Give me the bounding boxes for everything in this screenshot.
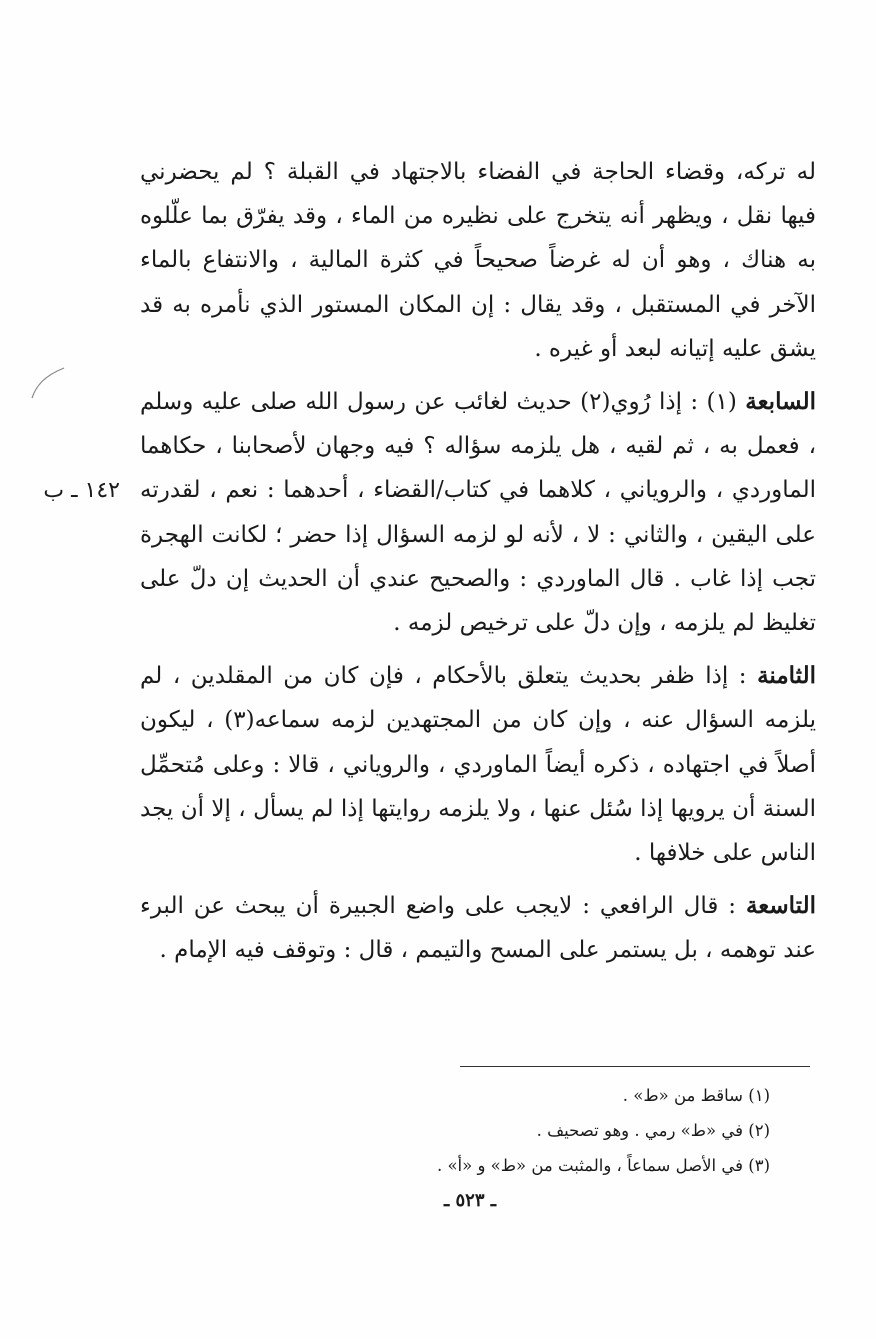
paragraph-heading: الثامنة (757, 662, 817, 690)
footnotes (260, 1078, 770, 1183)
pencil-mark (28, 364, 68, 404)
paragraph-body: : قال الرافعي : لايجب على واضع الجبيرة أن يبحث عن البرء عند توهمه ، بل يستمر على المسح والتيمم ، قال : وتوقف فيه الإمام . (140, 893, 816, 964)
paragraph (140, 380, 816, 645)
page-number: ـ ٥٢٣ ـ (443, 1190, 497, 1211)
paragraph-heading: التاسعة (745, 892, 817, 920)
footnote: (١) ساقط من «ط» . (622, 1086, 770, 1105)
main-text (140, 150, 816, 973)
footnote: (٢) في «ط» رمي . وهو تصحيف . (536, 1121, 770, 1140)
paragraph-body: له تركه، وقضاء الحاجة في الفضاء بالاجتهاد في القبلة ؟ لم يحضرني فيها نقل ، ويظهر أنه يتخرج على نظيره من الماء ، وقد يفرّق بما علّلوه به هناك ، وهو أن له غرضاً صحيحاً في كثرة المالية ، والانتفاع بالماء الآخر في المستقبل ، وقد يقال : إن المكان المستور الذي نأمره به قد يشق عليه إتيانه لبعد أو غيره . (140, 159, 816, 362)
footnote: (٣) في الأصل سماعاً ، والمثبت من «ط» و «أ» . (436, 1156, 770, 1175)
paragraph-heading: السابعة (745, 388, 817, 416)
paragraph-body: (١) : إذا رُوي(٢) حديث لغائب عن رسول الله صلى عليه وسلم ، فعمل به ، ثم لقيه ، هل يلزمه سؤاله ؟ فيه وجهان لأصحابنا ، حكاهما الماوردي ، والروياني ، كلاهما في كتاب/القضاء ، أحدهما : نعم ، لقدرته على اليقين ، والثاني : لا ، لأنه لو لزمه السؤال إذا حضر ؛ لكانت الهجرة تجب إذا غاب . قال الماوردي : والصحيح عندي أن الحديث إن دلّ على تغليظ لم يلزمه ، وإن دلّ على ترخيص لزمه . (140, 389, 816, 637)
paragraph (140, 654, 816, 875)
footnote-divider (460, 1066, 810, 1067)
paragraph (140, 150, 816, 371)
manuscript-folio-note: ١٤٢ ـ ب (43, 478, 120, 503)
paragraph (140, 884, 816, 972)
paragraph-body: : إذا ظفر بحديث يتعلق بالأحكام ، فإن كان من المقلدين ، لم يلزمه السؤال عنه ، وإن كان من المجتهدين لزمه سماعه(٣) ، ليكون أصلاً في اجتهاده ، ذكره أيضاً الماوردي ، والروياني ، قالا : وعلى مُتحمِّل السنة أن يرويها إذا سُئل عنها ، ولا يلزمه روايتها إذا لم يسأل ، إلا أن يجد الناس على خلافها . (140, 663, 817, 867)
